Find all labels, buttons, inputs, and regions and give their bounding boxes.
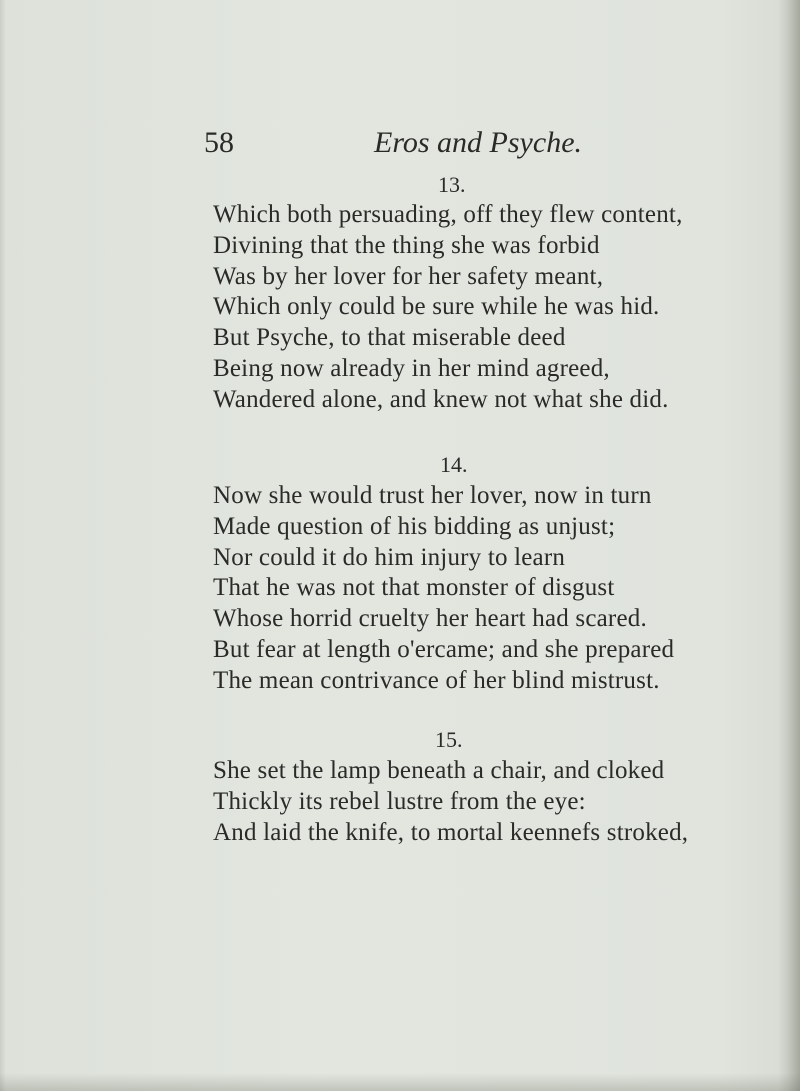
verse-line: Which only could be sure while he was hid.: [213, 293, 660, 321]
verse-line: Thickly its rebel lustre from the eye:: [213, 787, 586, 815]
verse-line: Divining that the thing she was forbid: [213, 231, 600, 259]
page-number: 58: [204, 126, 234, 159]
page-left-shadow: [0, 0, 6, 1091]
stanza-number: 13.: [438, 172, 466, 197]
verse-line: Being now already in her mind agreed,: [213, 354, 610, 382]
stanza: [213, 481, 733, 697]
running-head: [204, 126, 664, 166]
page-right-shadow: [778, 0, 800, 1091]
stanza-number: 15.: [435, 727, 463, 752]
verse-line: And laid the knife, to mortal keennefs stroked,: [213, 818, 689, 846]
page-bottom-shadow: [0, 1073, 800, 1091]
stanza-number: 14.: [440, 452, 468, 477]
verse-line: Nor could it do him injury to learn: [213, 543, 566, 571]
verse-line: But fear at length o'ercame; and she prepared: [213, 635, 675, 663]
verse-line: Now she would trust her lover, now in turn: [213, 482, 652, 509]
verse-line: She set the lamp beneath a chair, and cloked: [213, 757, 665, 784]
verse-line: The mean contrivance of her blind mistrust.: [213, 666, 660, 694]
verse-line: Whose horrid cruelty her heart had scared.: [213, 605, 647, 633]
verse-line: That he was not that monster of disgust: [213, 574, 615, 602]
verse-line: But Psyche, to that miserable deed: [213, 324, 566, 352]
stanza: [213, 756, 733, 848]
verse-line: Was by her lover for her safety meant,: [213, 262, 604, 290]
verse-line: Wandered alone, and knew not what she did.: [213, 385, 669, 413]
running-title: Eros and Psyche.: [374, 126, 583, 159]
stanza: [213, 200, 733, 416]
verse-line: Made question of his bidding as unjust;: [213, 512, 616, 540]
verse-line: Which both persuading, off they flew content,: [213, 201, 683, 228]
